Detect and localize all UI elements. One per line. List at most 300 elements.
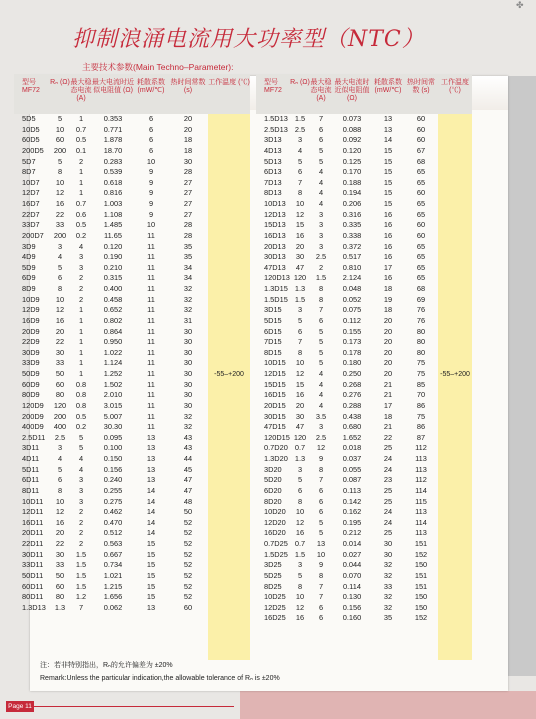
cell-resistance: 0.212 [342, 528, 362, 538]
table-row [14, 412, 250, 423]
cell-model: 16D9 [22, 315, 40, 325]
cell-model: 5D9 [22, 262, 36, 272]
cell-current: 0.1 [75, 145, 87, 155]
table-row [14, 167, 250, 178]
cell-r: 200 [53, 411, 67, 421]
cell-model: 12D25 [264, 602, 286, 612]
cell-current: 3 [78, 496, 84, 506]
cell-time-constant: 30 [183, 390, 193, 400]
cell-dissipation: 11 [147, 347, 155, 357]
cell-resistance: 0.667 [103, 549, 123, 559]
table-row [14, 560, 250, 571]
cell-resistance: 0.680 [342, 422, 362, 432]
cell-resistance: 0.092 [342, 135, 362, 145]
cell-time-constant: 152 [414, 613, 428, 623]
cell-model: 1.5D15 [264, 294, 288, 304]
cell-current: 4 [318, 177, 324, 187]
table-row [14, 528, 250, 539]
cell-model: 120D9 [22, 400, 44, 410]
cell-current: 5 [318, 358, 324, 368]
cell-time-constant: 28 [183, 230, 193, 240]
cell-time-constant: 60 [416, 230, 426, 240]
table-row [256, 401, 472, 412]
cell-resistance: 0.180 [342, 358, 362, 368]
page-number: Page 11 [6, 701, 34, 712]
cell-r: 5 [57, 262, 63, 272]
cell-dissipation: 14 [146, 485, 156, 495]
table-row [256, 284, 472, 295]
cell-r: 8 [297, 581, 303, 591]
cell-model: 5D11 [22, 464, 40, 474]
cell-dissipation: 11 [147, 305, 155, 315]
cell-resistance: 0.190 [103, 252, 123, 262]
cell-resistance: 1.485 [103, 220, 123, 230]
cell-resistance: 0.155 [342, 326, 362, 336]
table-row [14, 188, 250, 199]
cell-dissipation: 13 [146, 443, 156, 453]
cell-resistance: 0.276 [342, 390, 362, 400]
cell-r: 33 [55, 560, 65, 570]
cell-time-constant: 75 [416, 411, 426, 421]
cell-time-constant: 68 [416, 284, 426, 293]
cell-model: 30D13 [264, 252, 286, 262]
cell-time-constant: 35 [183, 241, 193, 251]
cell-model: 200D9 [22, 411, 44, 421]
cell-model: 5D5 [22, 114, 36, 123]
header-model: 型号 MF72 [22, 79, 40, 94]
cell-resistance: 0.771 [103, 124, 123, 134]
cell-dissipation: 25 [383, 485, 393, 495]
cell-current: 4 [318, 167, 324, 177]
cell-model: 12D15 [264, 369, 286, 378]
cell-time-constant: 30 [183, 369, 193, 378]
header-current: 最大稳态电流 (A) [310, 79, 332, 102]
cell-current: 4 [318, 188, 324, 198]
cell-dissipation: 9 [148, 167, 154, 177]
cell-resistance: 2.010 [103, 390, 123, 400]
cell-model: 2.5D11 [22, 432, 46, 442]
cell-current: 3 [318, 230, 324, 240]
cell-model: 16D11 [22, 517, 44, 527]
cell-current: 2.5 [315, 252, 327, 262]
cell-resistance: 0.400 [103, 284, 123, 293]
cell-time-constant: 76 [416, 305, 426, 315]
cell-current: 5 [78, 432, 84, 442]
cell-resistance: 0.088 [342, 124, 362, 134]
cell-time-constant: 114 [415, 517, 427, 527]
cell-model: 33D11 [22, 560, 44, 570]
table-row [256, 443, 472, 454]
table-row [256, 220, 472, 231]
cell-resistance: 0.027 [342, 549, 362, 559]
cell-r: 8 [297, 496, 303, 506]
cell-time-constant: 35 [183, 252, 193, 262]
table-row [256, 486, 472, 497]
cell-model: 1.3D15 [264, 284, 288, 293]
cell-current: 1.5 [315, 273, 327, 283]
cell-r: 200 [53, 230, 67, 240]
cell-current: 8 [318, 284, 324, 293]
cell-model: 4D11 [22, 454, 40, 463]
cell-r: 1.5 [294, 549, 306, 559]
cell-r: 12 [55, 305, 65, 315]
cell-model: 3D15 [264, 305, 282, 315]
cell-model: 50D11 [22, 570, 44, 580]
cell-resistance: 0.037 [342, 454, 362, 463]
cell-model: 200D7 [22, 230, 44, 240]
cell-r: 20 [295, 241, 305, 251]
cell-current: 3 [318, 241, 324, 251]
cell-r: 5 [297, 475, 303, 485]
cell-model: 10D5 [22, 124, 40, 134]
cell-time-constant: 32 [183, 305, 193, 315]
table-row [14, 603, 250, 614]
cell-r: 47 [295, 422, 305, 432]
cell-current: 1.5 [75, 560, 87, 570]
cell-current: 5 [318, 326, 324, 336]
cell-r: 16 [55, 517, 65, 527]
cell-current: 4 [318, 199, 324, 208]
cell-model: 20D15 [264, 400, 286, 410]
cell-resistance: 0.170 [342, 167, 362, 177]
cell-dissipation: 20 [383, 337, 393, 347]
table-row [256, 507, 472, 518]
cell-resistance: 0.250 [342, 369, 362, 378]
cell-dissipation: 11 [147, 315, 155, 325]
cell-r: 16 [295, 390, 305, 400]
page-rule [34, 706, 234, 707]
cell-time-constant: 30 [183, 326, 193, 336]
cell-model: 5D20 [264, 475, 282, 485]
cell-resistance: 0.130 [342, 592, 362, 602]
cell-model: 8D7 [22, 167, 36, 177]
cell-r: 10 [55, 496, 65, 506]
cell-dissipation: 20 [383, 358, 393, 368]
cell-r: 16 [295, 528, 305, 538]
cell-dissipation: 13 [383, 124, 393, 134]
table-row [14, 422, 250, 433]
cell-dissipation: 14 [146, 517, 156, 527]
cell-resistance: 0.810 [342, 262, 362, 272]
cell-model: 16D25 [264, 613, 286, 623]
cell-dissipation: 18 [383, 305, 393, 315]
cell-dissipation: 32 [383, 592, 393, 602]
cell-resistance: 0.335 [342, 220, 362, 230]
cell-dissipation: 18 [383, 284, 393, 293]
cell-current: 1 [78, 347, 84, 357]
cell-dissipation: 11 [147, 369, 155, 378]
cell-model: 12D7 [22, 188, 40, 198]
cell-r: 10 [295, 199, 305, 208]
cell-dissipation: 13 [146, 475, 156, 485]
cell-dissipation: 16 [383, 252, 393, 262]
cell-model: 22D7 [22, 209, 40, 219]
cell-resistance: 1.108 [103, 209, 123, 219]
table-row [256, 188, 472, 199]
cell-r: 10 [295, 592, 305, 602]
cell-r: 12 [295, 369, 305, 378]
cell-r: 2.5 [294, 124, 306, 134]
cell-time-constant: 52 [183, 560, 193, 570]
cell-time-constant: 65 [416, 177, 426, 187]
table-row [14, 284, 250, 295]
cell-current: 0.2 [75, 230, 87, 240]
cell-dissipation: 15 [383, 188, 393, 198]
cell-dissipation: 30 [383, 549, 393, 559]
cell-dissipation: 13 [146, 454, 156, 463]
cell-resistance: 0.470 [103, 517, 123, 527]
cell-model: 12D11 [22, 507, 44, 517]
cell-current: 5 [318, 156, 324, 166]
cell-r: 5 [57, 156, 63, 166]
cell-current: 1.5 [75, 549, 87, 559]
cell-time-constant: 48 [183, 496, 193, 506]
cell-resistance: 1.656 [103, 592, 123, 602]
cell-dissipation: 33 [383, 581, 393, 591]
cell-model: 6D20 [264, 485, 282, 495]
cell-time-constant: 28 [183, 220, 193, 230]
cell-r: 1.3 [54, 602, 66, 612]
cell-r: 5 [297, 570, 303, 580]
table-row [256, 273, 472, 284]
cell-current: 4 [78, 464, 84, 474]
cell-dissipation: 11 [147, 390, 155, 400]
cell-time-constant: 30 [183, 379, 193, 389]
table-row [256, 582, 472, 593]
cell-time-constant: 65 [416, 262, 426, 272]
cell-model: 1.5D25 [264, 549, 288, 559]
cell-resistance: 2.124 [342, 273, 362, 283]
table-row [14, 295, 250, 306]
cell-model: 200D5 [22, 145, 44, 155]
cell-dissipation: 11 [147, 358, 155, 368]
table-row [256, 210, 472, 221]
cell-time-constant: 30 [183, 337, 193, 347]
cell-r: 30 [55, 347, 65, 357]
cell-model: 12D13 [264, 209, 286, 219]
table-row [14, 337, 250, 348]
cell-resistance: 0.950 [103, 337, 123, 347]
cell-time-constant: 151 [414, 581, 428, 591]
cell-r: 3 [297, 135, 303, 145]
cell-resistance: 0.044 [342, 560, 362, 570]
cell-resistance: 0.095 [103, 432, 123, 442]
table-row [256, 305, 472, 316]
header-r: Rₙ (Ω) [290, 79, 310, 86]
cell-current: 2 [78, 156, 84, 166]
table-row [14, 582, 250, 593]
cell-resistance: 0.517 [342, 252, 362, 262]
cell-model: 47D15 [264, 422, 286, 432]
table-row [256, 550, 472, 561]
cell-current: 6 [318, 485, 324, 495]
cell-current: 3 [78, 252, 84, 262]
cell-resistance: 0.315 [103, 273, 123, 283]
cell-resistance: 0.150 [103, 454, 123, 463]
cell-r: 12 [55, 507, 65, 517]
table-row [14, 157, 250, 168]
cell-r: 16 [295, 613, 305, 623]
cell-time-constant: 45 [183, 464, 193, 474]
cell-r: 5 [57, 464, 63, 474]
cell-dissipation: 24 [383, 464, 393, 474]
table-row [256, 454, 472, 465]
cell-dissipation: 15 [146, 570, 156, 580]
cell-time-constant: 75 [416, 358, 426, 368]
cell-model: 8D25 [264, 581, 282, 591]
cell-time-constant: 52 [183, 581, 193, 591]
cell-current: 7 [318, 475, 324, 485]
cell-model: 3D13 [264, 135, 282, 145]
cell-resistance: 0.338 [342, 230, 362, 240]
cell-resistance: 0.240 [103, 475, 123, 485]
cell-model: 10D9 [22, 294, 40, 304]
table-row [256, 327, 472, 338]
cell-r: 12 [295, 209, 305, 219]
cell-dissipation: 9 [148, 188, 154, 198]
cell-dissipation: 24 [383, 517, 393, 527]
cell-r: 0.7 [294, 539, 306, 548]
cell-model: 8D9 [22, 284, 36, 293]
cell-r: 3 [297, 560, 303, 570]
cell-model: 22D11 [22, 539, 44, 548]
table-row [14, 231, 250, 242]
cell-dissipation: 11 [147, 337, 155, 347]
cell-dissipation: 11 [147, 411, 155, 421]
cell-r: 8 [297, 347, 303, 357]
cell-time-constant: 47 [183, 485, 193, 495]
cell-r: 4 [57, 454, 63, 463]
table-row [14, 210, 250, 221]
cell-dissipation: 21 [383, 379, 393, 389]
cell-resistance: 0.014 [342, 539, 362, 548]
cell-r: 200 [53, 145, 67, 155]
cell-resistance: 0.195 [342, 517, 362, 527]
cell-resistance: 0.316 [342, 209, 362, 219]
table-row [14, 348, 250, 359]
cell-resistance: 11.65 [104, 230, 122, 240]
table-row [14, 475, 250, 486]
cell-model: 16D15 [264, 390, 286, 400]
cell-time-constant: 152 [414, 549, 428, 559]
background-bottom [240, 691, 536, 719]
cell-current: 4 [78, 241, 84, 251]
cell-resistance: 0.156 [342, 602, 362, 612]
cell-current: 1 [78, 114, 84, 123]
cell-dissipation: 24 [383, 507, 393, 517]
cell-time-constant: 113 [415, 454, 427, 463]
cell-time-constant: 76 [416, 315, 426, 325]
cell-current: 1.2 [75, 592, 87, 602]
cell-dissipation: 32 [383, 570, 393, 580]
cell-time-constant: 114 [415, 485, 427, 495]
cell-dissipation: 35 [383, 613, 393, 623]
cell-time-constant: 20 [183, 114, 193, 123]
cell-time-constant: 60 [416, 114, 426, 123]
cell-r: 5 [297, 315, 303, 325]
cell-model: 10D15 [264, 358, 286, 368]
cell-time-constant: 65 [416, 252, 426, 262]
cell-resistance: 0.113 [343, 485, 361, 495]
header-time-constant: 热时间常数 (s) [407, 79, 435, 94]
cell-model: 5D7 [22, 156, 36, 166]
cell-resistance: 1.502 [103, 379, 123, 389]
cell-model: 30D15 [264, 411, 286, 421]
cell-model: 6D15 [264, 326, 282, 336]
cell-model: 0.7D20 [264, 443, 288, 453]
cell-current: 13 [316, 539, 326, 548]
cell-model: 3D20 [264, 464, 282, 474]
cell-model: 33D7 [22, 220, 40, 230]
cell-dissipation: 13 [146, 432, 156, 442]
cell-current: 1 [78, 188, 84, 198]
cell-dissipation: 6 [148, 145, 154, 155]
cell-r: 2.5 [54, 432, 66, 442]
cell-current: 7 [78, 602, 84, 612]
table-row [256, 465, 472, 476]
cell-dissipation: 16 [383, 230, 393, 240]
cell-model: 8D20 [264, 496, 282, 506]
cell-dissipation: 32 [383, 560, 393, 570]
cell-time-constant: 18 [183, 135, 193, 145]
cell-model: 60D9 [22, 379, 40, 389]
cell-r: 4 [297, 145, 303, 155]
cell-current: 5 [318, 347, 324, 357]
table-body [14, 114, 250, 613]
cell-resistance: 0.142 [342, 496, 362, 506]
cell-time-constant: 32 [183, 294, 193, 304]
cell-current: 1 [78, 337, 84, 347]
cell-dissipation: 10 [146, 156, 156, 166]
table-row [256, 263, 472, 274]
cell-current: 2.5 [315, 432, 327, 442]
cell-resistance: 0.206 [342, 199, 362, 208]
table-row [256, 146, 472, 157]
table-row [256, 422, 472, 433]
cell-dissipation: 20 [383, 369, 393, 378]
table-row [256, 560, 472, 571]
cell-time-constant: 47 [183, 475, 193, 485]
table-row [256, 337, 472, 348]
cell-model: 6D11 [22, 475, 40, 485]
cell-time-constant: 52 [183, 517, 193, 527]
cell-current: 3.5 [315, 411, 327, 421]
cell-dissipation: 15 [146, 581, 156, 591]
cell-resistance: 0.816 [103, 188, 123, 198]
cell-time-constant: 44 [183, 454, 193, 463]
cell-dissipation: 15 [146, 592, 156, 602]
cell-dissipation: 23 [383, 475, 393, 485]
cell-resistance: 0.112 [343, 315, 361, 325]
cell-model: 0.7D25 [264, 539, 288, 548]
cell-dissipation: 20 [383, 347, 393, 357]
cell-r: 400 [53, 422, 67, 432]
cell-dissipation: 20 [383, 326, 393, 336]
subtitle: 主要技术参数(Main Techno–Parameter): [82, 62, 234, 72]
cell-time-constant: 150 [414, 592, 428, 602]
cell-resistance: 0.160 [342, 613, 362, 623]
cell-dissipation: 13 [146, 464, 156, 474]
cell-r: 16 [295, 230, 305, 240]
table-row [256, 390, 472, 401]
cell-current: 5 [318, 528, 324, 538]
cell-r: 22 [55, 539, 65, 548]
cell-current: 0.8 [75, 400, 87, 410]
cell-current: 0.7 [75, 199, 87, 208]
cell-current: 6 [318, 315, 324, 325]
cell-model: 8D15 [264, 347, 282, 357]
table-row [256, 348, 472, 359]
